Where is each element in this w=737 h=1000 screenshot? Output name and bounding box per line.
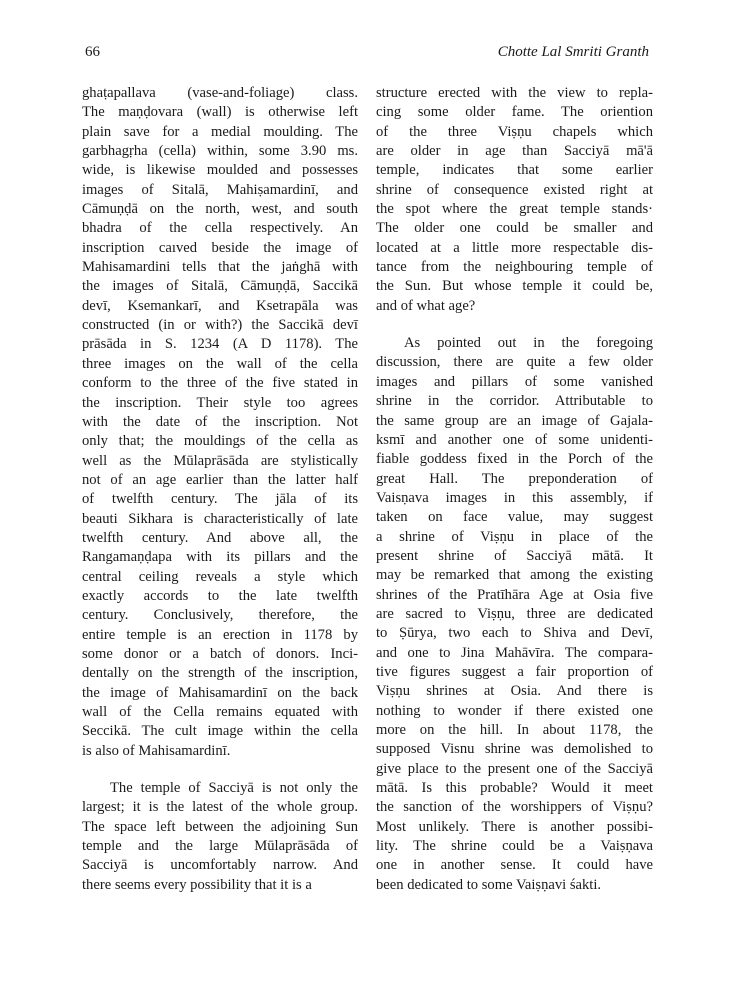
text-line: prāsāda in S. 1234 (A D 1178). The xyxy=(82,336,358,353)
text-line: present shrine of Sacciyā mātā. It xyxy=(376,547,653,564)
text-line: inscription caıved beside the image of xyxy=(82,239,358,256)
text-line: are older in age than Sacciyā mā'ā xyxy=(376,143,653,160)
text-line: taken on face value, may suggest xyxy=(376,509,653,526)
text-line: The older one could be smaller and xyxy=(376,220,653,237)
text-line: the sanction of the worshippers of Viṣṇu? xyxy=(376,799,653,816)
text-line: central ceiling reveals a style which xyxy=(82,568,358,585)
text-line: ksmī and another one of some unidenti- xyxy=(376,431,653,448)
text-line: exactly accords to the late twelfth xyxy=(82,587,358,604)
text-line: Seccikā. The cult image within the cella xyxy=(82,723,358,740)
text-line: mātā. Is this probable? Would it meet xyxy=(376,780,653,797)
text-line: Viṣṇu shrines at Osia. And there is xyxy=(376,683,653,700)
text-line: some donor or a batch of donors. Inci- xyxy=(82,645,358,662)
text-line: the inscription. Their style too agrees xyxy=(82,394,358,411)
text-line: Sacciyā is uncomfortably narrow. And xyxy=(82,857,358,874)
text-line: shrine in the corridor. Attributable to xyxy=(376,393,653,410)
text-line: one in another sense. It could have xyxy=(376,857,653,874)
text-line: Mahisamardini tells that the jaṅghā with xyxy=(82,259,358,276)
text-line: there seems every possibility that it is a xyxy=(82,876,312,893)
text-line: shrines of the Pratīhāra Age at Osia five xyxy=(376,586,653,603)
text-line: great Hall. The preponderation of xyxy=(376,470,653,487)
text-line: fiable goddess fixed in the Porch of the xyxy=(376,451,653,468)
text-line: entire temple is an erection in 1178 by xyxy=(82,626,358,643)
text-line: As pointed out in the foregoing xyxy=(404,335,653,352)
text-line: supposed Visnu shrine was demolished to xyxy=(376,741,653,758)
text-line: a shrine of Viṣṇu in place of the xyxy=(376,528,653,545)
paragraph xyxy=(82,84,358,761)
page-number: 66 xyxy=(85,44,100,60)
text-line: tive figures suggest a fair proportion of xyxy=(376,663,653,680)
text-line: devī, Ksemankarī, and Ksetrapāla was xyxy=(82,297,358,314)
paragraph xyxy=(82,779,358,895)
text-line: structure erected with the view to repla- xyxy=(376,85,653,101)
text-line: three images on the wall of the cella xyxy=(82,355,358,372)
text-line: plain save for a medial moulding. The xyxy=(82,123,358,140)
text-line: to Ṣūrya, two each to Shiva and Devī, xyxy=(376,625,653,642)
text-line: and of what age? xyxy=(376,297,476,314)
text-line: of twelfth century. The jāla of its xyxy=(82,491,358,508)
text-line: Most unlikely. There is another possibi- xyxy=(376,818,653,835)
text-line: Cāmuṇḍā on the north, west, and south xyxy=(82,201,358,218)
text-line: the spot where the great temple stands· xyxy=(376,201,653,218)
text-line: beauti Sikhara is characteristically of late xyxy=(82,510,358,527)
text-line: wide, is likewise moulded and possesses xyxy=(82,162,358,179)
text-line: images of Sitalā, Mahiṣamardinī, and xyxy=(82,181,358,198)
text-line: only that; the mouldings of the cella as xyxy=(82,433,358,450)
text-line: discussion, there are quite a few older xyxy=(376,354,653,371)
text-line: The maṇḍovara (wall) is otherwise left xyxy=(82,104,358,121)
text-line: constructed (in or with?) the Saccikā devī xyxy=(82,317,358,334)
text-line: bhadra of the cella respectively. An xyxy=(82,220,358,237)
text-line: shrine of consequence existed right at xyxy=(376,181,653,198)
text-line: and one to Jina Mahāvīra. The compara- xyxy=(376,644,653,661)
text-line: may be remarked that among the existing xyxy=(376,567,653,584)
text-line: Vaisṇava images in this assembly, if xyxy=(376,489,653,506)
text-line: more on the hill. In about 1178, the xyxy=(376,722,653,738)
text-line: of the three Viṣṇu chapels which xyxy=(376,123,653,140)
text-line: century. Conclusively, therefore, the xyxy=(82,607,358,624)
text-line: cing some older fame. The oriention xyxy=(376,104,653,121)
text-line: the same group are an image of Gajala- xyxy=(376,412,653,429)
text-line: the images of Sitalā, Cāmuṇḍā, Saccikā xyxy=(82,278,358,295)
text-line: with the date of the inscription. Not xyxy=(82,413,358,430)
text-line: located at a little more respectable dis- xyxy=(376,239,653,256)
text-line: tance from the neighbouring temple of xyxy=(376,259,653,276)
text-line: is also of Mahisamardinī. xyxy=(82,742,231,759)
right-column xyxy=(376,84,653,895)
text-line: conform to the three of the five stated in xyxy=(82,375,358,392)
paragraph xyxy=(376,84,653,316)
left-column xyxy=(82,84,358,895)
text-line: give place to the present one of the Sacciyā xyxy=(376,760,653,777)
text-line: twelfth century. And above all, the xyxy=(82,529,358,546)
text-line: temple, indicates that some earlier xyxy=(376,162,653,179)
text-line: nothing to wonder if there existed one xyxy=(376,702,653,719)
text-line: temple and the large Mūlaprāsāda of xyxy=(82,838,358,855)
text-line: garbhagṛha (cella) within, some 3.90 ms. xyxy=(82,143,358,160)
text-line: The space left between the adjoining Sun xyxy=(82,818,358,835)
text-line: been dedicated to some Vaiṣṇavi śakti. xyxy=(376,876,602,893)
text-line: not of an age earlier than the latter half xyxy=(82,471,358,488)
text-line: are sacred to Viṣṇu, three are dedicated xyxy=(376,605,653,622)
text-line: Rangamaṇḍapa with its pillars and the xyxy=(82,549,358,566)
paragraph-gap xyxy=(376,316,653,334)
text-line: dentally on the strength of the inscription, xyxy=(82,665,358,682)
text-line: lity. The shrine could be a Vaiṣṇava xyxy=(376,838,653,855)
text-line: well as the Mūlaprāsāda are stylistically xyxy=(82,452,358,469)
text-line: largest; it is the latest of the whole group. xyxy=(82,799,358,816)
text-line: The temple of Sacciyā is not only the xyxy=(110,780,358,797)
text-line: images and pillars of some vanished xyxy=(376,373,653,390)
paragraph xyxy=(376,334,653,895)
text-line: wall of the Cella remains equated with xyxy=(82,704,358,720)
running-title: Chotte Lal Smriti Granth xyxy=(497,44,649,60)
text-line: the Sun. But whose temple it could be, xyxy=(376,278,653,295)
paragraph-gap xyxy=(82,761,358,779)
text-line: ghaṭapallava (vase-and-foliage) class. xyxy=(82,85,358,101)
text-line: the image of Mahisamardinī on the back xyxy=(82,684,358,701)
